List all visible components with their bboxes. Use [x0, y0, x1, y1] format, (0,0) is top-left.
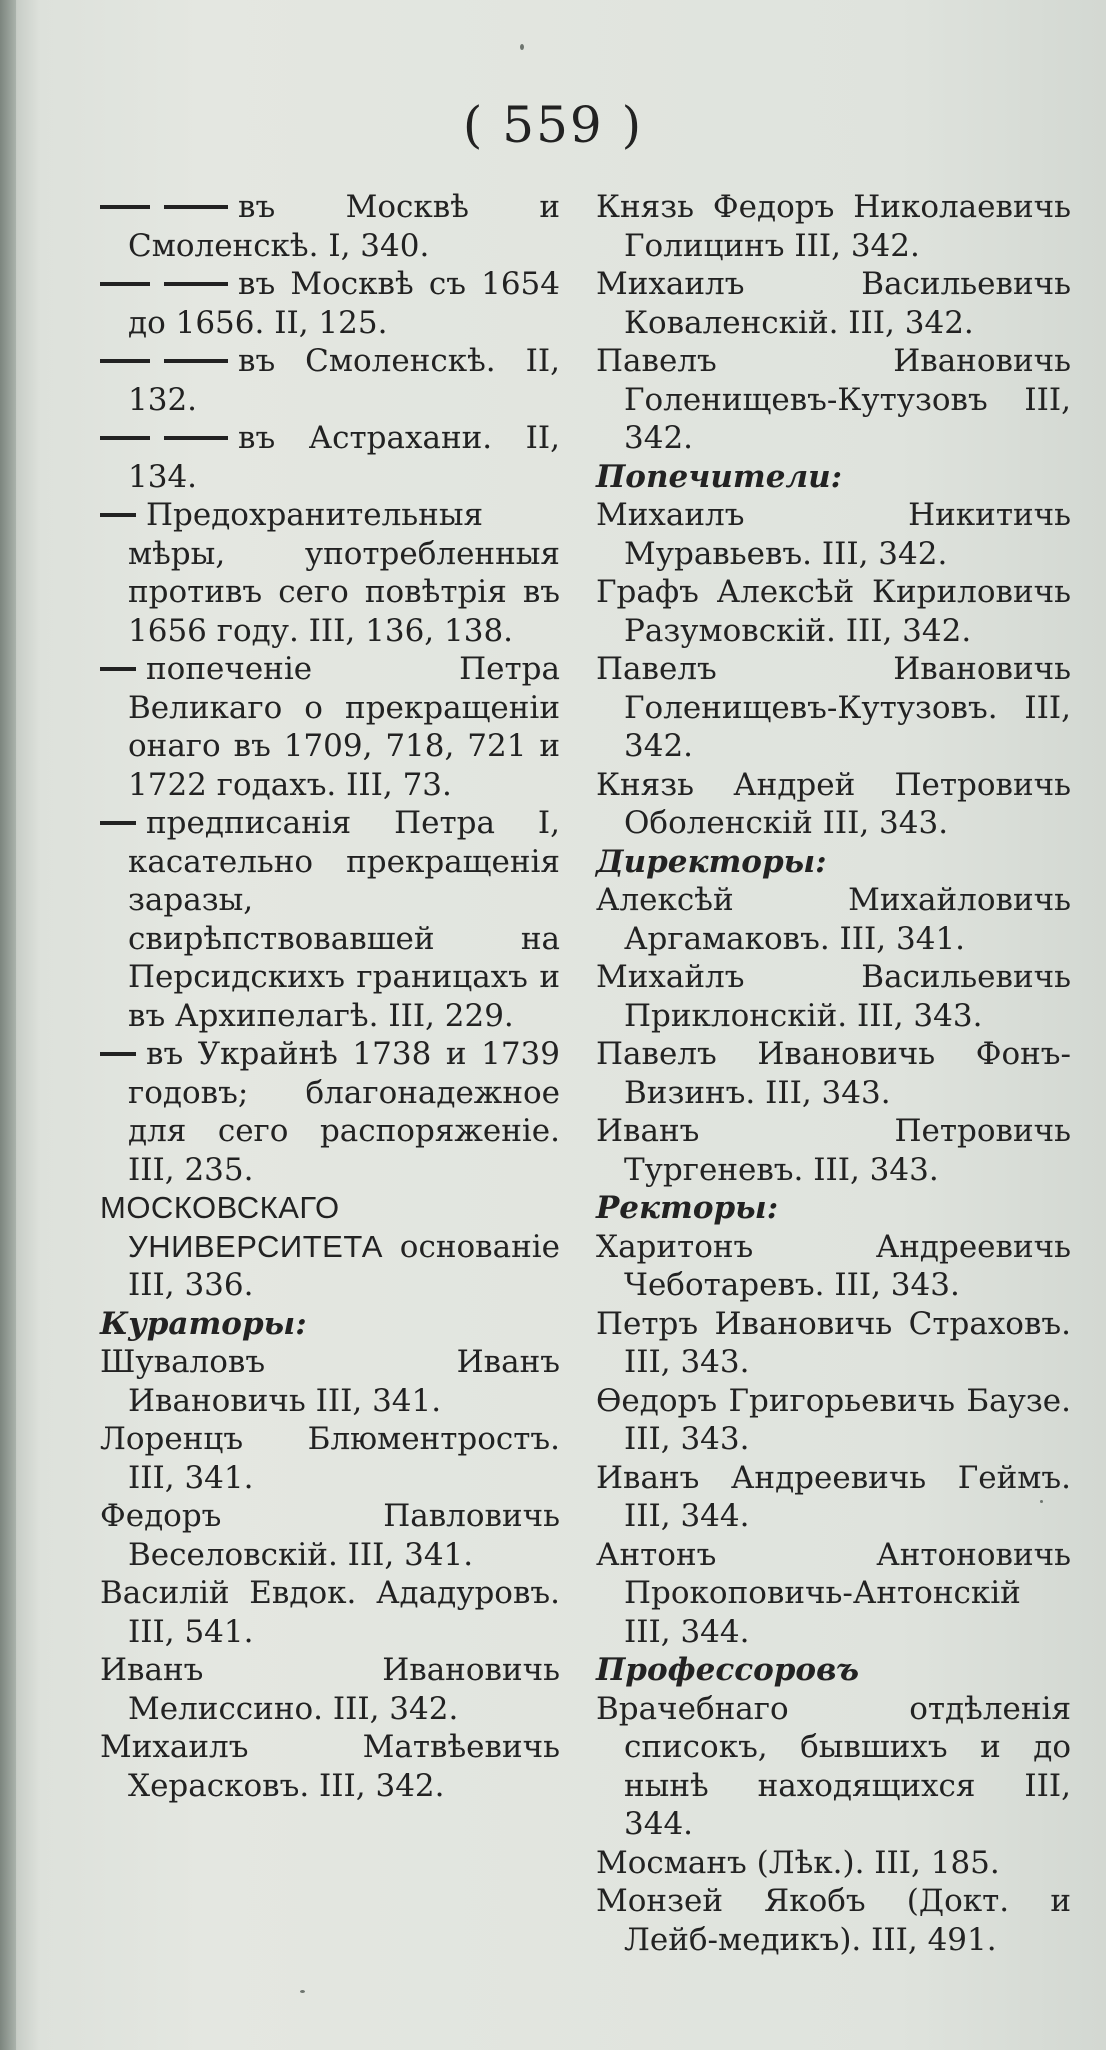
index-entry [596, 1305, 1071, 1382]
ditto-dash [100, 359, 150, 363]
entry-text: Ѳедоръ Григорьевичь Бaузе. III, 343. [596, 1382, 1071, 1457]
index-entry [596, 1112, 1071, 1189]
index-entry [596, 1882, 1071, 1959]
entry-text: Федоръ Павловичь Веселовскій. III, 341. [100, 1498, 560, 1573]
entry-text: Предохранительныя мѣры, употребленныя противъ сего повѣтрія въ 1656 году. III, 136, 138. [128, 497, 560, 649]
entry-text: Василій Евдок. Ададуровъ. III, 541. [100, 1575, 560, 1650]
book-spine-shadow [0, 0, 16, 2050]
index-entry [100, 1343, 560, 1420]
index-entry [100, 1035, 560, 1189]
entry-text: Павелъ Ивановичь Голенищевъ-Кутузовъ. III, 342. [596, 651, 1071, 764]
index-entry [100, 342, 560, 419]
ditto-dash [164, 436, 228, 440]
index-entry [100, 496, 560, 650]
ditto-dash [100, 205, 150, 209]
entry-caps-title: МОСКОВСКАГО УНИВЕРСИТЕТА [100, 1190, 383, 1264]
entry-text: Антонъ Антоновичь Прокоповичь-Антонскій III, 344. [596, 1536, 1071, 1650]
section-heading: Профессоровъ [596, 1652, 860, 1688]
entry-text: Михаилъ Васильевичь Коваленскій. III, 342. [596, 266, 1071, 341]
paper-speck [520, 44, 524, 50]
index-entry [596, 1844, 1071, 1883]
index-entry [100, 419, 560, 496]
index-entry [100, 1189, 560, 1305]
ditto-dash [100, 513, 136, 517]
entry-text: въ Астрахани. II, 134. [128, 420, 560, 495]
index-entry [596, 881, 1071, 958]
index-entry [100, 265, 560, 342]
entry-text: Петръ Ивановичь Страховъ. III, 343. [596, 1305, 1071, 1380]
section-heading: Кураторы: [100, 1305, 307, 1342]
entry-text: Иванъ Андреевичь Геймъ. III, 344. [596, 1459, 1071, 1534]
entry-text: Иванъ Ивановичь Мелиссино. III, 342. [100, 1652, 560, 1727]
entry-text: Князь Андрей Петровичь Оболенскій III, 343. [596, 766, 1071, 841]
entry-text: предписанія Петра I, касательно прекращенія заразы, свирѣпствовавшей на Персидскихъ границахъ и въ Архипелагѣ. III, 229. [128, 805, 560, 1034]
entry-text: Алексѣй Михайловичь Аргамаковъ. III, 341. [596, 882, 1071, 957]
entry-text: Монзей Якобъ (Докт. и Лейб-медикъ). III, 491. [596, 1883, 1071, 1958]
entry-text: Князь Федоръ Николаевичь Голицинъ III, 342. [596, 189, 1071, 264]
index-entry [100, 1497, 560, 1574]
right-column [596, 188, 1071, 1959]
index-entry [596, 958, 1071, 1035]
index-entry [100, 1420, 560, 1497]
paper-speck [300, 1990, 305, 1993]
entry-text: Мосманъ (Лѣк.). III, 185. [596, 1844, 1000, 1881]
ditto-dash [164, 359, 228, 363]
entry-text: Михаилъ Никитичь Муравьевъ. III, 342. [596, 497, 1071, 572]
entry-text: Шуваловъ Иванъ Ивановичь III, 341. [100, 1344, 560, 1419]
index-entry [596, 1382, 1071, 1459]
entry-text: Павелъ Ивановичь Фонъ-Визинъ. III, 343. [596, 1036, 1071, 1111]
index-entry [596, 573, 1071, 650]
index-entry [596, 650, 1071, 766]
index-entry [100, 1651, 560, 1728]
section-heading: Директоры: [596, 843, 827, 880]
ditto-dash [164, 282, 228, 286]
entry-text: Павелъ Ивановичь Голенищевъ-Кутузовъ III, 342. [596, 343, 1071, 456]
left-column [100, 188, 560, 1805]
index-entry [100, 1574, 560, 1651]
paper-speck [1040, 1500, 1043, 1503]
index-entry [596, 1228, 1071, 1305]
entry-text: Михайлъ Васильевичь Приклонскій. III, 343. [596, 959, 1071, 1034]
entry-text: въ Москвѣ съ 1654 до 1656. II, 125. [128, 266, 560, 341]
ditto-dash [100, 821, 136, 825]
entry-text: Графъ Алексѣй Кириловичь Разумовскій. III, 342. [596, 574, 1071, 649]
entry-text: Михаилъ Матвѣевичь Херасковъ. III, 342. [100, 1729, 560, 1804]
index-entry [596, 265, 1071, 342]
entry-text: въ Москвѣ и Смоленскѣ. I, 340. [128, 189, 560, 264]
ditto-dash [100, 436, 150, 440]
ditto-dash [100, 667, 136, 671]
section-heading: Попечители: [596, 458, 843, 495]
index-entry [596, 188, 1071, 265]
entry-text: основаніе III, 336. [128, 1228, 560, 1303]
page-number: ( 559 ) [462, 96, 644, 154]
entry-text: въ Украйнѣ 1738 и 1739 годовъ; благонадежное для сего распоряженіе. III, 235. [128, 1036, 560, 1188]
ditto-dash [100, 282, 150, 286]
section-heading: Ректоры: [596, 1190, 779, 1226]
index-entry [100, 188, 560, 265]
entry-text: Лоренцъ Блюментростъ. III, 341. [100, 1421, 560, 1496]
entry-text: въ Смоленскѣ. II, 132. [128, 343, 560, 418]
index-entry [100, 1728, 560, 1805]
entry-text: Харитонъ Андреевичь Чеботаревъ. III, 343. [596, 1228, 1071, 1303]
entry-text: попеченіе Петра Великаго о прекращеніи онаго въ 1709, 718, 721 и 1722 годахъ. III, 73. [128, 651, 560, 803]
ditto-dash [100, 1052, 136, 1056]
index-entry [596, 496, 1071, 573]
index-entry [596, 1536, 1071, 1652]
index-entry [596, 766, 1071, 843]
ditto-dash [164, 205, 228, 209]
index-entry [596, 1459, 1071, 1536]
index-entry [596, 1035, 1071, 1112]
index-entry [100, 650, 560, 804]
entry-text: Иванъ Петровичь Тургеневъ. III, 343. [596, 1113, 1071, 1188]
entry-text: Врачебнаго отдѣленія списокъ, бывшихъ и до нынѣ находящихся III, 344. [596, 1690, 1071, 1842]
index-entry [596, 1690, 1071, 1844]
index-entry [100, 804, 560, 1035]
index-entry [596, 342, 1071, 458]
